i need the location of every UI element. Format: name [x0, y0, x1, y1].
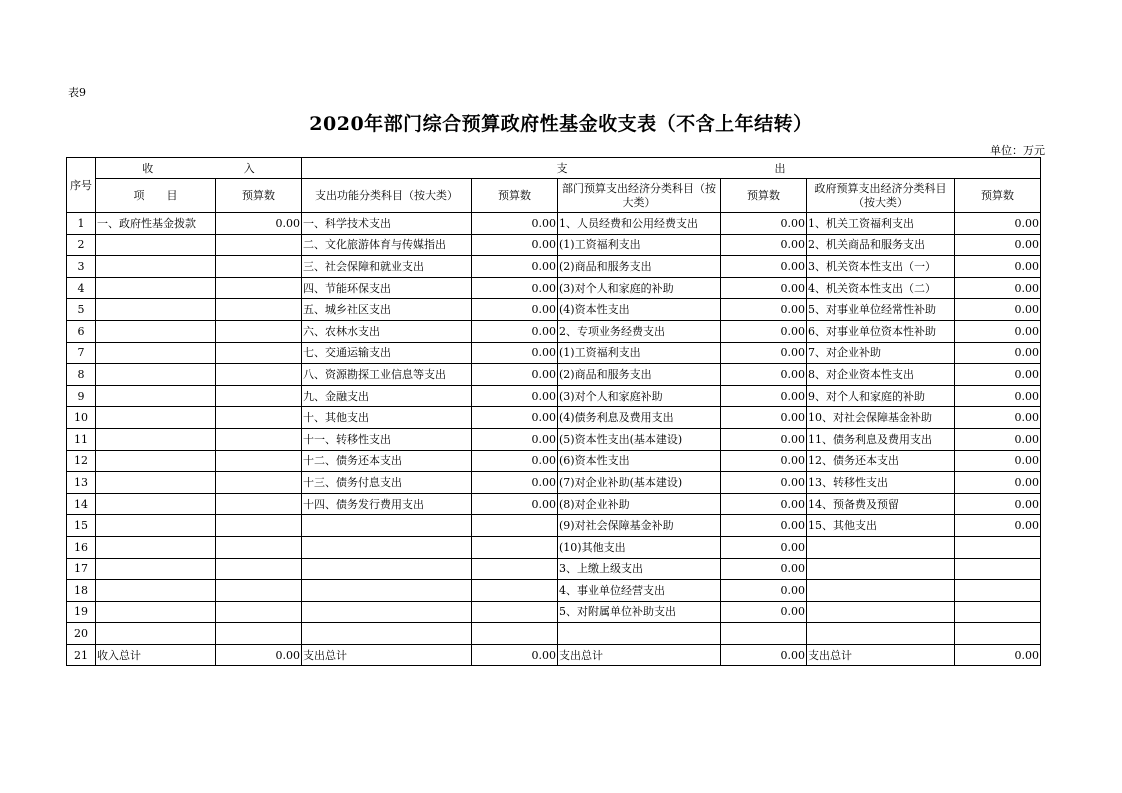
- income-item: [96, 601, 216, 623]
- income-item: [96, 407, 216, 429]
- row-number: 13: [67, 472, 96, 494]
- income-item: [96, 493, 216, 515]
- dept-econ-subject-header: 部门预算支出经济分类科目（按大类）: [558, 179, 721, 213]
- row-number: 18: [67, 580, 96, 602]
- gov-econ-amount: 0.00: [955, 644, 1041, 666]
- income-amount: [216, 364, 302, 386]
- gov-econ-amount: 0.00: [955, 515, 1041, 537]
- table-row: [67, 450, 1041, 472]
- row-number: 5: [67, 299, 96, 321]
- func-subject-item: 十、其他支出: [302, 407, 472, 429]
- row-number: 8: [67, 364, 96, 386]
- gov-econ-item: 7、对企业补助: [807, 342, 955, 364]
- dept-econ-amount: 0.00: [721, 213, 807, 235]
- gov-econ-amount: [955, 536, 1041, 558]
- func-subject-item: 四、节能环保支出: [302, 277, 472, 299]
- func-subject-item: [302, 580, 472, 602]
- row-number: 9: [67, 385, 96, 407]
- func-subject-header: 支出功能分类科目（按大类）: [302, 179, 472, 213]
- func-subject-amount: [472, 536, 558, 558]
- table-row: [67, 407, 1041, 429]
- page-title: 2020年部门综合预算政府性基金收支表（不含上年结转）: [309, 113, 813, 135]
- func-subject-amount: 0.00: [472, 385, 558, 407]
- gov-econ-item: 3、机关资本性支出（一）: [807, 256, 955, 278]
- income-item: [96, 472, 216, 494]
- func-subject-amount: [472, 623, 558, 645]
- gov-econ-amount: [955, 558, 1041, 580]
- dept-econ-item: (8)对企业补助: [558, 493, 721, 515]
- dept-econ-item: 4、事业单位经营支出: [558, 580, 721, 602]
- table-row: [67, 342, 1041, 364]
- func-subject-item: [302, 515, 472, 537]
- gov-econ-item: 2、机关商品和服务支出: [807, 234, 955, 256]
- dept-econ-item: 5、对附属单位补助支出: [558, 601, 721, 623]
- row-number: 6: [67, 320, 96, 342]
- dept-econ-amount: 0.00: [721, 277, 807, 299]
- dept-econ-item: 3、上缴上级支出: [558, 558, 721, 580]
- func-subject-amount: [472, 580, 558, 602]
- row-number: 15: [67, 515, 96, 537]
- income-item: [96, 364, 216, 386]
- row-number: 17: [67, 558, 96, 580]
- func-subject-item: 十三、债务付息支出: [302, 472, 472, 494]
- gov-econ-item: [807, 601, 955, 623]
- income-amount: [216, 580, 302, 602]
- gov-econ-amount: [955, 580, 1041, 602]
- gov-econ-item: 14、预备费及预留: [807, 493, 955, 515]
- dept-econ-item: (1)工资福利支出: [558, 234, 721, 256]
- dept-econ-amount: 0.00: [721, 364, 807, 386]
- func-subject-item: 三、社会保障和就业支出: [302, 256, 472, 278]
- gov-econ-item: 1、机关工资福利支出: [807, 213, 955, 235]
- gov-econ-amount: 0.00: [955, 299, 1041, 321]
- func-subject-item: [302, 558, 472, 580]
- func-subject-item: 二、文化旅游体育与传媒指出: [302, 234, 472, 256]
- dept-econ-amount: 0.00: [721, 320, 807, 342]
- income-budget-header: 预算数: [216, 179, 302, 213]
- gov-econ-amount: 0.00: [955, 472, 1041, 494]
- func-budget-header: 预算数: [472, 179, 558, 213]
- table-row: [67, 580, 1041, 602]
- table-row: [67, 644, 1041, 666]
- gov-econ-item: 11、债务利息及费用支出: [807, 428, 955, 450]
- row-number: 16: [67, 536, 96, 558]
- func-subject-item: 九、金融支出: [302, 385, 472, 407]
- func-subject-amount: 0.00: [472, 450, 558, 472]
- income-amount: [216, 623, 302, 645]
- income-item: [96, 277, 216, 299]
- gov-econ-item: 10、对社会保障基金补助: [807, 407, 955, 429]
- row-number: 21: [67, 644, 96, 666]
- gov-econ-item: 15、其他支出: [807, 515, 955, 537]
- table-body: [67, 213, 1041, 666]
- row-number: 14: [67, 493, 96, 515]
- row-number: 7: [67, 342, 96, 364]
- table-row: [67, 558, 1041, 580]
- gov-econ-item: [807, 536, 955, 558]
- func-subject-item: [302, 623, 472, 645]
- table-row: [67, 385, 1041, 407]
- income-amount: [216, 515, 302, 537]
- func-subject-amount: 0.00: [472, 277, 558, 299]
- dept-budget-header: 预算数: [721, 179, 807, 213]
- gov-econ-amount: 0.00: [955, 385, 1041, 407]
- dept-econ-item: (2)商品和服务支出: [558, 364, 721, 386]
- expense-group-header: [302, 158, 1041, 179]
- dept-econ-item: (4)债务利息及费用支出: [558, 407, 721, 429]
- income-item: [96, 342, 216, 364]
- func-subject-amount: 0.00: [472, 493, 558, 515]
- table-row: [67, 623, 1041, 645]
- gov-econ-item: [807, 580, 955, 602]
- income-amount: [216, 256, 302, 278]
- dept-econ-amount: 0.00: [721, 234, 807, 256]
- gov-econ-item: 8、对企业资本性支出: [807, 364, 955, 386]
- income-item: [96, 320, 216, 342]
- row-number: 20: [67, 623, 96, 645]
- dept-econ-amount: 0.00: [721, 428, 807, 450]
- gov-budget-header: 预算数: [955, 179, 1041, 213]
- dept-econ-item: (9)对社会保障基金补助: [558, 515, 721, 537]
- gov-econ-item: 支出总计: [807, 644, 955, 666]
- dept-econ-item: 支出总计: [558, 644, 721, 666]
- table-row: [67, 256, 1041, 278]
- income-amount: [216, 558, 302, 580]
- dept-econ-item: (4)资本性支出: [558, 299, 721, 321]
- row-number: 11: [67, 428, 96, 450]
- dept-econ-amount: 0.00: [721, 601, 807, 623]
- income-header-left: 收: [142, 161, 154, 175]
- row-number: 19: [67, 601, 96, 623]
- dept-econ-amount: 0.00: [721, 515, 807, 537]
- income-amount: [216, 385, 302, 407]
- func-subject-amount: 0.00: [472, 342, 558, 364]
- dept-econ-item: 2、专项业务经费支出: [558, 320, 721, 342]
- row-number: 4: [67, 277, 96, 299]
- income-item: [96, 580, 216, 602]
- gov-econ-item: 13、转移性支出: [807, 472, 955, 494]
- gov-econ-amount: 0.00: [955, 364, 1041, 386]
- row-number: 12: [67, 450, 96, 472]
- dept-econ-amount: 0.00: [721, 385, 807, 407]
- income-item: 收入总计: [96, 644, 216, 666]
- expense-header-right: 出: [774, 161, 786, 175]
- income-amount: [216, 493, 302, 515]
- income-amount: [216, 428, 302, 450]
- dept-econ-amount: 0.00: [721, 407, 807, 429]
- income-header-right: 入: [243, 161, 255, 175]
- gov-econ-item: [807, 623, 955, 645]
- income-item: [96, 428, 216, 450]
- func-subject-item: 十二、债务还本支出: [302, 450, 472, 472]
- gov-econ-item: 12、债务还本支出: [807, 450, 955, 472]
- func-subject-amount: 0.00: [472, 299, 558, 321]
- row-number: 10: [67, 407, 96, 429]
- table-row: [67, 299, 1041, 321]
- income-item: [96, 234, 216, 256]
- dept-econ-amount: 0.00: [721, 299, 807, 321]
- table-row: [67, 515, 1041, 537]
- func-subject-amount: [472, 558, 558, 580]
- func-subject-item: 五、城乡社区支出: [302, 299, 472, 321]
- gov-econ-amount: 0.00: [955, 493, 1041, 515]
- func-subject-amount: 0.00: [472, 213, 558, 235]
- gov-econ-amount: 0.00: [955, 342, 1041, 364]
- dept-econ-amount: [721, 623, 807, 645]
- func-subject-item: 六、农林水支出: [302, 320, 472, 342]
- gov-econ-amount: 0.00: [955, 450, 1041, 472]
- seq-header: 序号: [67, 158, 96, 213]
- dept-econ-item: 1、人员经费和公用经费支出: [558, 213, 721, 235]
- income-item: [96, 385, 216, 407]
- dept-econ-item: (2)商品和服务支出: [558, 256, 721, 278]
- dept-econ-item: (3)对个人和家庭补助: [558, 385, 721, 407]
- func-subject-amount: 0.00: [472, 472, 558, 494]
- dept-econ-item: (3)对个人和家庭的补助: [558, 277, 721, 299]
- func-subject-amount: 0.00: [472, 364, 558, 386]
- func-subject-amount: 0.00: [472, 256, 558, 278]
- dept-econ-amount: 0.00: [721, 558, 807, 580]
- func-subject-amount: [472, 515, 558, 537]
- income-amount: [216, 536, 302, 558]
- func-subject-item: 支出总计: [302, 644, 472, 666]
- table-row: [67, 364, 1041, 386]
- income-item: [96, 299, 216, 321]
- func-subject-item: 十一、转移性支出: [302, 428, 472, 450]
- func-subject-amount: [472, 601, 558, 623]
- func-subject-amount: 0.00: [472, 428, 558, 450]
- func-subject-item: 一、科学技术支出: [302, 213, 472, 235]
- gov-econ-item: 6、对事业单位资本性补助: [807, 320, 955, 342]
- table-row: [67, 320, 1041, 342]
- income-item: [96, 623, 216, 645]
- income-amount: [216, 472, 302, 494]
- income-amount: [216, 320, 302, 342]
- func-subject-item: 七、交通运输支出: [302, 342, 472, 364]
- gov-econ-amount: 0.00: [955, 213, 1041, 235]
- unit-label: 单位：万元: [990, 144, 1045, 157]
- gov-econ-amount: [955, 601, 1041, 623]
- income-item: [96, 536, 216, 558]
- table-row: [67, 428, 1041, 450]
- table-row: [67, 601, 1041, 623]
- gov-econ-item: [807, 558, 955, 580]
- gov-econ-item: 5、对事业单位经常性补助: [807, 299, 955, 321]
- row-number: 1: [67, 213, 96, 235]
- income-amount: 0.00: [216, 213, 302, 235]
- dept-econ-amount: 0.00: [721, 450, 807, 472]
- dept-econ-item: (6)资本性支出: [558, 450, 721, 472]
- dept-econ-item: [558, 623, 721, 645]
- func-subject-item: 八、资源勘探工业信息等支出: [302, 364, 472, 386]
- dept-econ-item: (10)其他支出: [558, 536, 721, 558]
- func-subject-item: [302, 536, 472, 558]
- dept-econ-amount: 0.00: [721, 580, 807, 602]
- gov-econ-amount: 0.00: [955, 234, 1041, 256]
- income-item: [96, 256, 216, 278]
- func-subject-amount: 0.00: [472, 234, 558, 256]
- income-amount: [216, 277, 302, 299]
- dept-econ-amount: 0.00: [721, 536, 807, 558]
- table-row: [67, 277, 1041, 299]
- income-group-header: [96, 158, 302, 179]
- gov-econ-amount: 0.00: [955, 407, 1041, 429]
- func-subject-item: [302, 601, 472, 623]
- gov-econ-amount: 0.00: [955, 277, 1041, 299]
- gov-econ-amount: 0.00: [955, 256, 1041, 278]
- dept-econ-amount: 0.00: [721, 493, 807, 515]
- income-amount: [216, 407, 302, 429]
- income-item: [96, 450, 216, 472]
- gov-econ-amount: [955, 623, 1041, 645]
- income-item: 一、政府性基金拨款: [96, 213, 216, 235]
- func-subject-amount: 0.00: [472, 320, 558, 342]
- income-item: [96, 558, 216, 580]
- table-row: [67, 213, 1041, 235]
- table-row: [67, 234, 1041, 256]
- dept-econ-item: (1)工资福利支出: [558, 342, 721, 364]
- func-subject-amount: 0.00: [472, 407, 558, 429]
- gov-econ-item: 9、对个人和家庭的补助: [807, 385, 955, 407]
- row-number: 3: [67, 256, 96, 278]
- income-item-header: 项 目: [96, 179, 216, 213]
- income-amount: [216, 234, 302, 256]
- income-amount: 0.00: [216, 644, 302, 666]
- table-row: [67, 536, 1041, 558]
- budget-table: [66, 157, 1041, 666]
- expense-header-left: 支: [556, 161, 568, 175]
- income-amount: [216, 601, 302, 623]
- table-row: [67, 472, 1041, 494]
- func-subject-item: 十四、债务发行费用支出: [302, 493, 472, 515]
- income-amount: [216, 299, 302, 321]
- income-amount: [216, 450, 302, 472]
- func-subject-amount: 0.00: [472, 644, 558, 666]
- dept-econ-item: (7)对企业补助(基本建设): [558, 472, 721, 494]
- dept-econ-item: (5)资本性支出(基本建设): [558, 428, 721, 450]
- row-number: 2: [67, 234, 96, 256]
- gov-econ-amount: 0.00: [955, 428, 1041, 450]
- dept-econ-amount: 0.00: [721, 342, 807, 364]
- gov-econ-item: 4、机关资本性支出（二）: [807, 277, 955, 299]
- dept-econ-amount: 0.00: [721, 472, 807, 494]
- income-item: [96, 515, 216, 537]
- gov-econ-subject-header: 政府预算支出经济分类科目（按大类）: [807, 179, 955, 213]
- gov-econ-amount: 0.00: [955, 320, 1041, 342]
- income-amount: [216, 342, 302, 364]
- dept-econ-amount: 0.00: [721, 644, 807, 666]
- table-row: [67, 493, 1041, 515]
- dept-econ-amount: 0.00: [721, 256, 807, 278]
- table-number: 表9: [68, 86, 86, 99]
